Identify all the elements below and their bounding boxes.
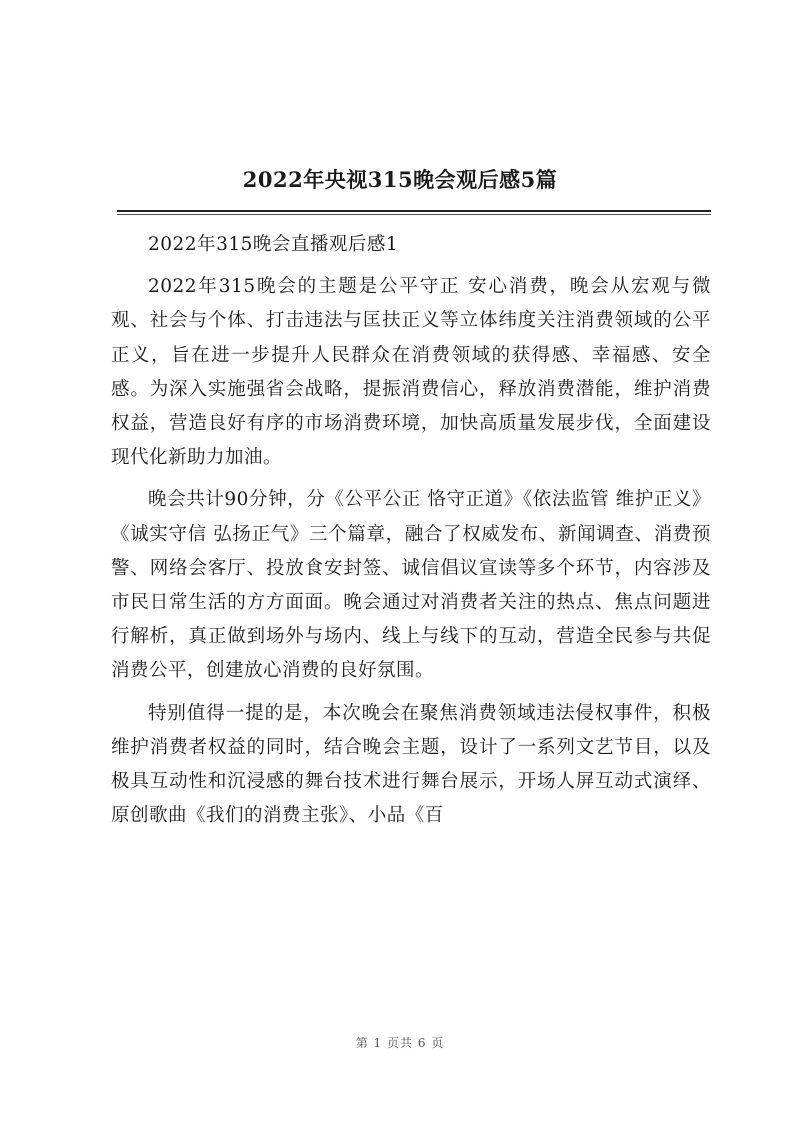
document-title: 2022年央视315晚会观后感5篇 [242, 167, 558, 192]
title-divider-thin [117, 214, 711, 215]
section-heading: 2022年315晚会直播观后感1 [148, 234, 399, 255]
document-body [111, 228, 711, 841]
paragraph: 特别值得一提的是，本次晚会在聚焦消费领域违法侵权事件，积极维护消费者权益的同时，结合晚会主题，设计了一系列文艺节目，以及极具互动性和沉浸感的舞台技术进行舞台展示，开场人屏互动式演绎、原创歌曲《我们的消费主张》、小品《百 [111, 702, 711, 827]
paragraph: 晚会共计90分钟，分《公平公正 恪守正道》《依法监管 维护正义》《诚实守信 弘扬正气》三个篇章，融合了权威发布、新闻调查、消费预警、网络会客厅、投放食安封签、诚信倡议宣读等多个环节，内容涉及市民日常生活的方方面面。晚会通过对消费者关注的热点、焦点问题进行解析，真正做到场外与场内、线上与线下的互动，营造全民参与共促消费公平，创建放心消费的良好氛围。 [111, 489, 711, 682]
title-divider-thick [117, 210, 711, 212]
page-number-footer: 第 1 页共 6 页 [355, 1036, 445, 1050]
paragraph: 2022年315晚会的主题是公平守正 安心消费，晚会从宏观与微观、社会与个体、打击违法与匡扶正义等立体纬度关注消费领域的公平正义，旨在进一步提升人民群众在消费领域的获得感、幸福感、安全感。为深入实施强省会战略，提振消费信心，释放消费潜能，维护消费权益，营造良好有序的市场消费环境，加快高质量发展步伐，全面建设现代化新助力加油。 [111, 276, 711, 469]
